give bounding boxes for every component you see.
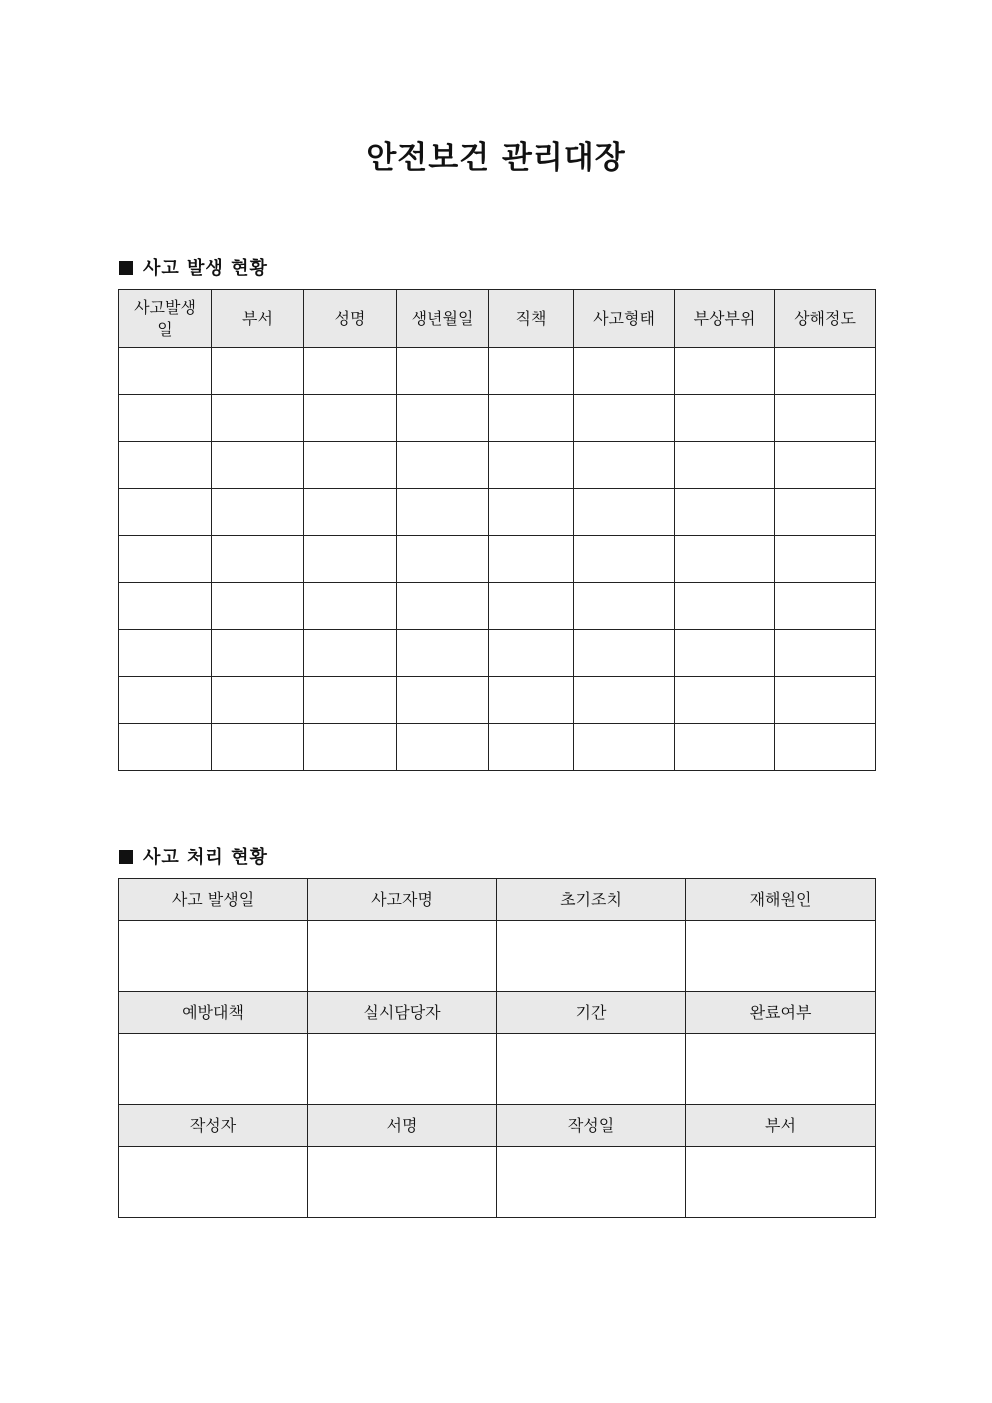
table-row	[119, 536, 876, 583]
table-cell[interactable]	[119, 442, 212, 489]
table-cell[interactable]	[675, 630, 775, 677]
table-cell[interactable]	[119, 348, 212, 395]
header-cell-accident-cause: 재해원인	[686, 879, 876, 921]
table-cell[interactable]	[304, 489, 397, 536]
header-cell-prevention-measure: 예방대책	[119, 992, 308, 1034]
header-cell-accident-date: 사고 발생일	[119, 879, 308, 921]
table-cell[interactable]	[397, 442, 489, 489]
table-cell[interactable]	[397, 395, 489, 442]
table-cell[interactable]	[304, 630, 397, 677]
input-cell[interactable]	[497, 921, 686, 992]
table-cell[interactable]	[119, 489, 212, 536]
input-cell[interactable]	[686, 1034, 876, 1105]
table-cell[interactable]	[212, 724, 304, 771]
table-cell[interactable]	[574, 630, 675, 677]
table-cell[interactable]	[489, 442, 574, 489]
input-cell[interactable]	[497, 1034, 686, 1105]
table-header-row	[119, 879, 876, 921]
table-cell[interactable]	[675, 395, 775, 442]
table-cell[interactable]	[489, 724, 574, 771]
table-cell[interactable]	[574, 442, 675, 489]
input-cell[interactable]	[119, 1147, 308, 1218]
table-cell[interactable]	[397, 630, 489, 677]
table-row	[119, 348, 876, 395]
table-cell[interactable]	[304, 395, 397, 442]
header-cell-signature: 서명	[308, 1105, 497, 1147]
section-heading-accident-handling	[119, 843, 268, 869]
table-row	[119, 724, 876, 771]
header-cell-position: 직책	[489, 290, 574, 348]
table-cell[interactable]	[574, 489, 675, 536]
table-cell[interactable]	[397, 583, 489, 630]
table-cell[interactable]	[397, 489, 489, 536]
table-header-row	[119, 992, 876, 1034]
input-cell[interactable]	[308, 1034, 497, 1105]
table-cell[interactable]	[489, 395, 574, 442]
table-cell[interactable]	[212, 583, 304, 630]
table-cell[interactable]	[675, 348, 775, 395]
table-cell[interactable]	[775, 442, 876, 489]
header-cell-birthdate: 생년월일	[397, 290, 489, 348]
table-cell[interactable]	[675, 442, 775, 489]
input-cell[interactable]	[308, 1147, 497, 1218]
table-cell[interactable]	[574, 395, 675, 442]
table-cell[interactable]	[574, 583, 675, 630]
table-cell[interactable]	[304, 724, 397, 771]
table-cell[interactable]	[675, 583, 775, 630]
table-cell[interactable]	[119, 536, 212, 583]
accident-handling-table	[118, 878, 876, 1218]
square-bullet-icon	[119, 261, 133, 275]
table-cell[interactable]	[397, 724, 489, 771]
table-cell[interactable]	[397, 677, 489, 724]
header-cell-injury-site: 부상부위	[675, 290, 775, 348]
input-cell[interactable]	[308, 921, 497, 992]
table-cell[interactable]	[304, 583, 397, 630]
table-row	[119, 630, 876, 677]
header-cell-accident-date: 사고발생일	[119, 290, 212, 348]
header-cell-injury-severity: 상해정도	[775, 290, 876, 348]
table-cell[interactable]	[775, 630, 876, 677]
table-row	[119, 442, 876, 489]
table-input-row	[119, 1147, 876, 1218]
table-cell[interactable]	[775, 348, 876, 395]
input-cell[interactable]	[686, 921, 876, 992]
table-cell[interactable]	[212, 442, 304, 489]
table-cell[interactable]	[212, 489, 304, 536]
header-cell-accident-type: 사고형태	[574, 290, 675, 348]
table-cell[interactable]	[675, 536, 775, 583]
table-cell[interactable]	[489, 348, 574, 395]
table-cell[interactable]	[304, 442, 397, 489]
accident-occurrence-table	[118, 289, 876, 771]
header-cell-name: 성명	[304, 290, 397, 348]
table-cell[interactable]	[675, 724, 775, 771]
header-cell-completion-status: 완료여부	[686, 992, 876, 1034]
table-header-row	[119, 290, 876, 348]
table-cell[interactable]	[489, 630, 574, 677]
table-row	[119, 677, 876, 724]
table-cell[interactable]	[212, 395, 304, 442]
table-row	[119, 583, 876, 630]
table-cell[interactable]	[489, 677, 574, 724]
input-cell[interactable]	[119, 921, 308, 992]
table-cell[interactable]	[775, 724, 876, 771]
table-cell[interactable]	[119, 395, 212, 442]
header-cell-department: 부서	[686, 1105, 876, 1147]
table-cell[interactable]	[212, 677, 304, 724]
table-cell[interactable]	[489, 583, 574, 630]
header-cell-department: 부서	[212, 290, 304, 348]
table-input-row	[119, 921, 876, 992]
table-cell[interactable]	[212, 348, 304, 395]
table-cell[interactable]	[489, 536, 574, 583]
table-cell[interactable]	[304, 348, 397, 395]
table-cell[interactable]	[574, 724, 675, 771]
header-cell-written-date: 작성일	[497, 1105, 686, 1147]
document-title: 안전보건 관리대장	[366, 140, 626, 176]
table-cell[interactable]	[119, 583, 212, 630]
header-cell-author: 작성자	[119, 1105, 308, 1147]
table-cell[interactable]	[775, 536, 876, 583]
input-cell[interactable]	[119, 1034, 308, 1105]
table-cell[interactable]	[397, 348, 489, 395]
section-heading-label: 사고 처리 현황	[143, 847, 268, 868]
table-row	[119, 395, 876, 442]
table-cell[interactable]	[775, 677, 876, 724]
table-cell[interactable]	[574, 348, 675, 395]
input-cell[interactable]	[497, 1147, 686, 1218]
header-cell-period: 기간	[497, 992, 686, 1034]
table-cell[interactable]	[574, 536, 675, 583]
table-cell[interactable]	[119, 677, 212, 724]
header-cell-person-in-charge: 실시담당자	[308, 992, 497, 1034]
table-cell[interactable]	[775, 395, 876, 442]
section-heading-label: 사고 발생 현황	[143, 258, 268, 279]
table-cell[interactable]	[397, 536, 489, 583]
table-cell[interactable]	[775, 583, 876, 630]
table-cell[interactable]	[574, 677, 675, 724]
table-cell[interactable]	[212, 536, 304, 583]
table-header-row	[119, 1105, 876, 1147]
square-bullet-icon	[119, 850, 133, 864]
table-cell[interactable]	[119, 630, 212, 677]
table-cell[interactable]	[119, 724, 212, 771]
table-cell[interactable]	[489, 489, 574, 536]
table-cell[interactable]	[775, 489, 876, 536]
table-cell[interactable]	[212, 630, 304, 677]
table-cell[interactable]	[304, 536, 397, 583]
table-cell[interactable]	[675, 489, 775, 536]
table-row	[119, 489, 876, 536]
table-cell[interactable]	[304, 677, 397, 724]
table-cell[interactable]	[675, 677, 775, 724]
section-heading-accident-occurrence	[119, 254, 268, 280]
table-input-row	[119, 1034, 876, 1105]
input-cell[interactable]	[686, 1147, 876, 1218]
header-cell-initial-action: 초기조치	[497, 879, 686, 921]
header-cell-victim-name: 사고자명	[308, 879, 497, 921]
